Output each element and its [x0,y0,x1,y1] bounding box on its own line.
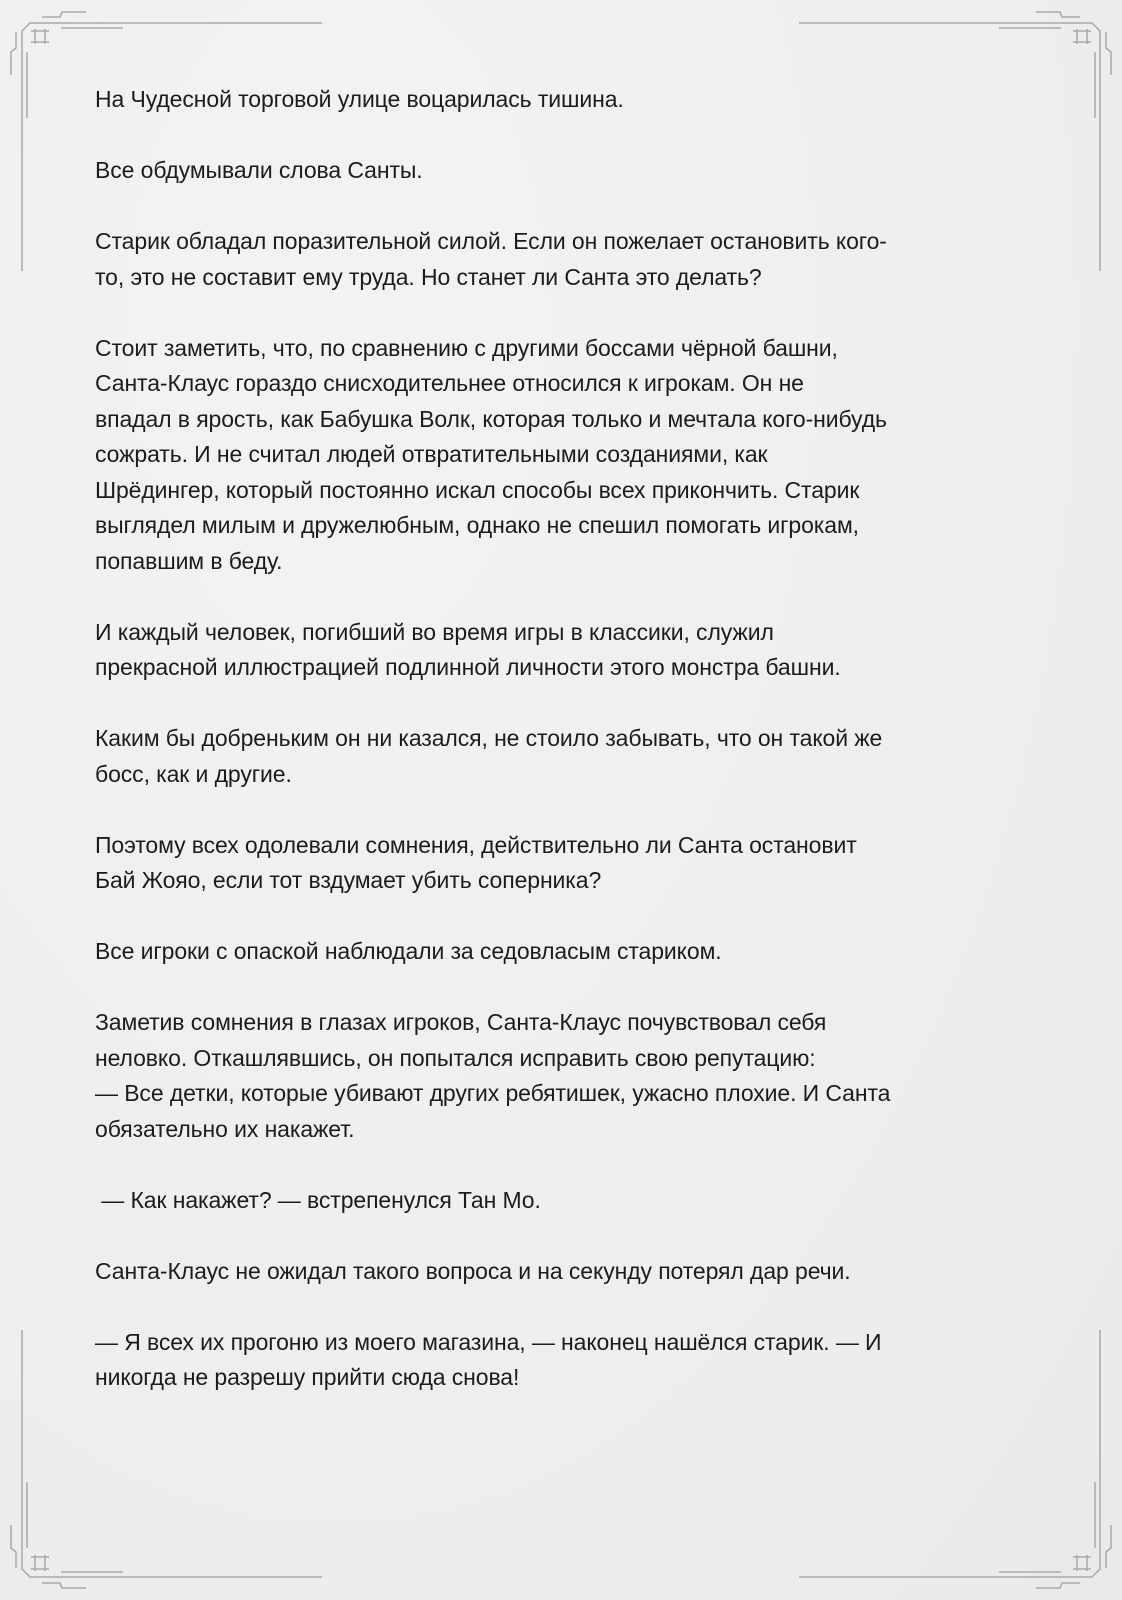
paragraph [95,82,1025,118]
paragraph [95,721,1025,792]
text-line: Все обдумывали слова Санты. [95,157,423,183]
paragraph [95,153,1025,189]
text-line: — Все детки, которые убивают других ребятишек, ужасно плохие. И Санта [95,1080,891,1106]
text-line: впадал в ярость, как Бабушка Волк, которая только и мечтала кого-нибудь [95,405,887,432]
text-line: Санта-Клаус гораздо снисходительнее относился к игрокам. Он не [95,370,804,396]
paragraph [95,615,1025,686]
text-line: Заметив сомнения в глазах игроков, Санта-Клаус почувствовал себя [95,1009,827,1035]
text-line: И каждый человек, погибший во время игры в классики, служил [95,618,774,645]
paragraph [95,1183,1025,1219]
text-line: Старик обладал поразительной силой. Если он пожелает остановить кого- [95,228,887,254]
text-line: Санта-Клаус не ожидал такого вопроса и на секунду потерял дар речи. [95,1257,851,1284]
paragraph [95,934,1025,970]
paragraph [95,1254,1025,1290]
text-line: попавшим в беду. [95,547,283,574]
text-line: обязательно их накажет. [95,1115,355,1142]
text-line: На Чудесной торговой улице воцарилась тишина. [95,86,624,112]
text-line: Шрёдингер, который постоянно искал способы всех прикончить. Старик [95,476,860,503]
text-line: Поэтому всех одолевали сомнения, действительно ли Санта остановит [95,831,857,858]
text-line: Каким бы добреньким он ни казался, не стоило забывать, что он такой же [95,725,883,751]
paragraph [95,224,1025,295]
text-line: Бай Жояо, если тот вздумает убить соперника? [95,867,602,893]
paragraph [95,1325,1025,1396]
paragraph [95,331,1025,580]
text-line: — Я всех их прогоню из моего магазина, — наконец нашёлся старик. — И [95,1328,882,1355]
text-line: босс, как и другие. [95,760,292,787]
text-line: никогда не разрешу прийти сюда снова! [95,1364,520,1390]
text-line: — Как накажет? — встрепенулся Тан Мо. [95,1186,541,1213]
text-line: Все игроки с опаской наблюдали за седовласым стариком. [95,938,722,964]
text-line: прекрасной иллюстрацией подлинной личности этого монстра башни. [95,654,841,680]
text-line: выглядел милым и дружелюбным, однако не спешил помогать игрокам, [95,512,859,538]
text-line: неловко. Откашлявшись, он попытался исправить свою репутацию: [95,1044,816,1071]
text-line: сожрать. И не считал людей отвратительными созданиями, как [95,441,768,467]
text-line: Стоит заметить, что, по сравнению с другими боссами чёрной башни, [95,334,838,361]
paragraph [95,1005,1025,1147]
document-body [95,82,1025,1431]
paragraph [95,828,1025,899]
text-line: то, это не составит ему труда. Но станет ли Санта это делать? [95,263,762,290]
